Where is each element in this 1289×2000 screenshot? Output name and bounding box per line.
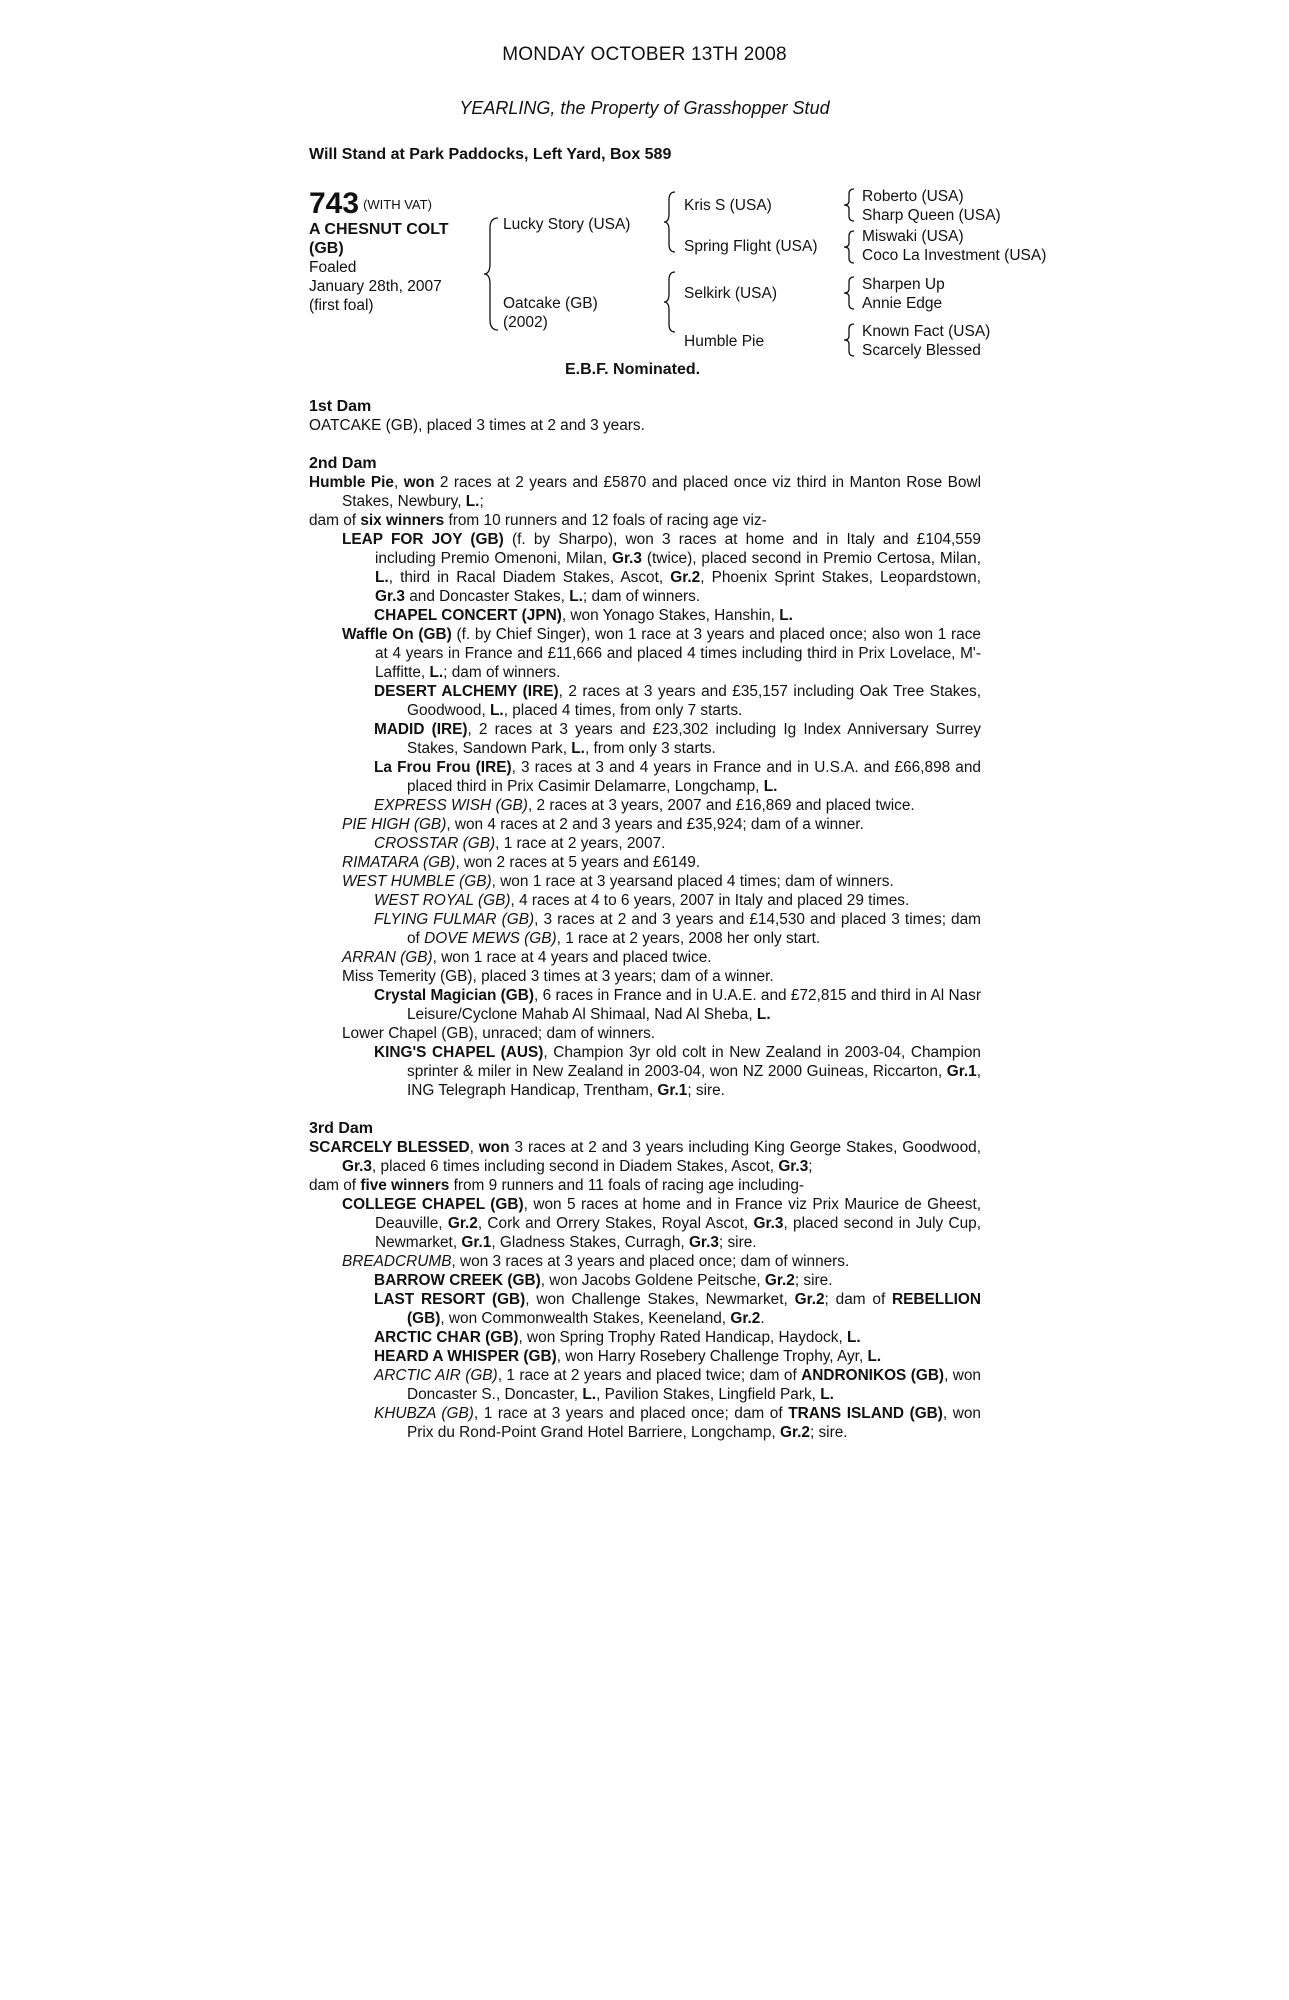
entry-text: ARRAN (GB) [342,949,433,966]
dam-entry [309,1328,981,1347]
entry-text: , Cork and Orrery Stakes, Royal Ascot, [477,1215,754,1232]
dam-entry [309,1347,981,1366]
pedigree-sds: Miswaki (USA) [862,228,964,245]
entry-text: 2 races at 2 years and £5870 and placed once viz third in Manton Rose Bowl Stakes, Newbury, [342,474,981,510]
entry-text: Gr.2 [779,1424,810,1441]
pedigree-brace-sd [842,229,856,265]
pedigree-sdd: Coco La Investment (USA) [862,247,1047,264]
entry-text: , ING Telegraph Handicap, Trentham, [407,1063,981,1099]
entry-text: , Phoenix Sprint Stakes, Leopardstown, [700,569,981,586]
entry-text: , placed second in July Cup, Newmarket, [375,1215,982,1251]
entry-text: , won Commonwealth Stakes, Keeneland, [440,1310,731,1327]
second-dam-entries [309,473,981,1100]
entry-text: Gr.2 [447,1215,478,1232]
lot-description: A CHESNUT COLT [309,221,449,238]
entry-text: ; sire. [809,1424,848,1441]
first-foal-note: (first foal) [309,297,374,314]
entry-text: Lower Chapel (GB), unraced; dam of winners. [342,1025,656,1042]
entry-text: SCARCELY BLESSED [309,1139,470,1156]
entry-text: , Gladness Stakes, Curragh, [491,1234,689,1251]
dam-entry [309,606,981,625]
entry-text: ; [479,493,484,510]
entry-text: L. [375,569,389,586]
pedigree-brace-sire [662,190,678,254]
entry-text: Waffle On (GB) [342,626,452,643]
lot-info [309,188,489,315]
entry-text: , won 2 races at 5 years and £6149. [455,854,701,871]
dam-entry [309,1195,981,1252]
entry-text: , won Harry Rosebery Challenge Trophy, Ayr, [556,1348,868,1365]
entry-text: Gr.3 [375,588,405,605]
entry-text: , 2 races at 3 years, 2007 and £16,869 and placed twice. [527,797,915,814]
entry-text: DESERT ALCHEMY (IRE) [374,683,559,700]
entry-text: EXPRESS WISH (GB) [374,797,528,814]
entry-text: L. [582,1386,597,1403]
entry-text: ARCTIC AIR (GB) [374,1367,498,1384]
entry-text: WEST ROYAL (GB) [374,892,511,909]
entry-text: DOVE MEWS (GB) [424,930,557,947]
dam-entry [309,815,981,834]
pedigree-notes [309,397,981,1442]
pedigree-ddd: Scarcely Blessed [862,342,981,359]
ebf-nominated: E.B.F. Nominated. [565,361,701,378]
entry-text: , 2 races at 3 years and £35,157 including Oak Tree Stakes, Goodwood, [407,683,982,719]
entry-text: L. [490,702,504,719]
entry-text: , 1 race at 2 years, 2007. [495,835,666,852]
entry-text: Gr.2 [670,569,701,586]
entry-text: (twice), placed second in Premio Certosa, Milan, [641,550,981,567]
dam-entry [309,1252,981,1271]
entry-text: Gr.3 [342,1158,372,1175]
pedigree-brace-dam [662,270,678,334]
entry-text: ARCTIC CHAR (GB) [374,1329,519,1346]
dam-entry [309,530,981,606]
entry-text: , won Prix du Rond-Point Grand Hotel Barriere, Longchamp, [407,1405,981,1441]
entry-text: L. [867,1348,882,1365]
entry-text: TRANS ISLAND (GB) [788,1405,943,1422]
entry-text: Gr.3 [688,1234,719,1251]
entry-text: RIMATARA (GB) [342,854,456,871]
entry-text: (f. by Sharpo), won 3 races at home and in Italy and £104,559 including Premio Omenoni, Milan, [375,531,981,567]
entry-text: ; [808,1158,813,1175]
entry-text: Miss Temerity (GB), placed 3 times at 3 years; dam of a winner. [342,968,774,985]
entry-text: , 2 races at 3 years and £23,302 including Ig Index Anniversary Surrey Stakes, Sandown Park, [407,721,981,757]
entry-text: ; sire. [718,1234,757,1251]
entry-text: CROSSTAR (GB) [374,835,496,852]
first-dam-heading: 1st Dam [309,398,372,415]
entry-text: CHAPEL CONCERT (JPN) [374,607,562,624]
dam-entry [309,1271,981,1290]
dam-entry [309,758,981,796]
pedigree-brace-ss [842,187,856,223]
first-dam-text: OATCAKE (GB), placed 3 times at 2 and 3 years. [309,417,645,434]
entry-text: , Champion 3yr old colt in New Zealand in 2003-04, Champion sprinter & miler in New Zealand in 2003-04, won NZ 2000 Guineas, Riccarton, [407,1044,981,1080]
entry-text: , 1 race at 3 years and placed once; dam of [473,1405,789,1422]
entry-text: PIE HIGH (GB) [342,816,447,833]
entry-text: Gr.3 [753,1215,784,1232]
dam-entry [309,720,981,758]
dam-entry [309,948,981,967]
entry-text: , 3 races at 3 and 4 years in France and in U.S.A. and £66,898 and placed third in Prix Casimir Delamarre, Longchamp, [407,759,981,795]
entry-text: won [478,1139,510,1156]
entry-text: Gr.3 [778,1158,809,1175]
entry-text: , won 1 race at 4 years and placed twice. [432,949,712,966]
entry-text: , won 4 races at 2 and 3 years and £35,924; dam of a winner. [446,816,864,833]
pedigree-brace-main [482,216,502,332]
entry-text: , 1 race at 2 years, 2008 her only start. [556,930,821,947]
dam-entry [309,1024,981,1043]
pedigree-sss: Roberto (USA) [862,188,964,205]
entry-text: , third in Racal Diadem Stakes, Ascot, [388,569,671,586]
dam-entry [309,1404,981,1442]
property-line: YEARLING, the Property of Grasshopper Stud [459,98,830,118]
entry-text: , 6 races in France and in U.A.E. and £72,815 and third in Al Nasr Leisure/Cyclone Mahab Al Shimaal, Nad Al Sheba, [407,987,981,1023]
dam-entry [309,625,981,682]
entry-text: BREADCRUMB [342,1253,452,1270]
entry-text: BARROW CREEK (GB) [374,1272,541,1289]
pedigree-sire: Lucky Story (USA) [503,216,631,233]
dam-entry [309,967,981,986]
dam-entry [309,473,981,511]
dam-entry [309,1176,981,1195]
pedigree-dsd: Annie Edge [862,295,943,312]
pedigree-dam-dam: Humble Pie [684,333,765,350]
pedigree-dss: Sharpen Up [862,276,945,293]
pedigree-brace-ds [842,275,856,311]
pedigree-brace-dd [842,322,856,358]
entry-text: L. [847,1329,861,1346]
entry-text: , [393,474,404,491]
entry-text: Gr.1 [461,1234,492,1251]
entry-text: ; sire. [794,1272,833,1289]
foaled-label: Foaled [309,259,357,276]
third-dam-entries [309,1138,981,1442]
entry-text: from 10 runners and 12 foals of racing age viz- [444,512,767,529]
pedigree-dam: Oatcake (GB) [503,295,598,312]
dam-entry [309,1043,981,1100]
entry-text: L. [571,740,585,757]
entry-text: Humble Pie [309,474,394,491]
sale-date: MONDAY OCTOBER 13TH 2008 [502,44,787,65]
entry-text: KHUBZA (GB) [374,1405,474,1422]
entry-text: La Frou Frou (IRE) [374,759,512,776]
entry-text: ; dam of [824,1291,893,1308]
lot-vat: (WITH VAT) [363,197,432,212]
pedigree-dam-year: (2002) [503,314,548,331]
entry-text: , [469,1139,479,1156]
entry-text: LAST RESORT (GB) [374,1291,526,1308]
entry-text: COLLEGE CHAPEL (GB) [342,1196,524,1213]
entry-text: KING'S CHAPEL (AUS) [374,1044,544,1061]
entry-text: HEARD A WHISPER (GB) [374,1348,557,1365]
entry-text: L. [569,588,583,605]
dam-entry [309,891,981,910]
entry-text: won [403,474,435,491]
dam-entry [309,511,981,530]
dam-entry [309,853,981,872]
entry-text: Gr.2 [764,1272,795,1289]
entry-text: , 1 race at 2 years and placed twice; dam of [497,1367,802,1384]
entry-text: , won 3 races at 3 years and placed once; dam of winners. [451,1253,850,1270]
entry-text: , won 1 race at 3 yearsand placed 4 times; dam of winners. [491,873,894,890]
dam-entry [309,834,981,853]
entry-text: , 4 races at 4 to 6 years, 2007 in Italy and placed 29 times. [510,892,910,909]
entry-text: WEST HUMBLE (GB) [342,873,492,890]
entry-text: LEAP FOR JOY (GB) [342,531,504,548]
entry-text: dam of [309,1177,361,1194]
dam-entry [309,796,981,815]
third-dam-heading: 3rd Dam [309,1120,374,1137]
entry-text: six winners [360,512,445,529]
entry-text: , from only 3 starts. [584,740,716,757]
entry-text: L. [779,607,793,624]
dam-entry [309,1366,981,1404]
dam-entry [309,1138,981,1176]
entry-text: ; dam of winners. [443,664,561,681]
entry-text: L. [465,493,480,510]
entry-text: five winners [360,1177,450,1194]
lot-description-country: (GB) [309,240,344,257]
entry-text: , won Yonago Stakes, Hanshin, [561,607,780,624]
entry-text: . [760,1310,765,1327]
entry-text: (f. by Chief Singer), won 1 race at 3 years and placed once; also won 1 race at 4 years in France and £11,666 and placed 4 times including third in Prix Lovelace, M'-Laffitte, [375,626,981,681]
entry-text: , won Jacobs Goldene Peitsche, [540,1272,765,1289]
dam-entry [309,986,981,1024]
entry-text: from 9 runners and 11 foals of racing age including- [449,1177,805,1194]
pedigree-dam-sire: Selkirk (USA) [684,285,778,302]
dam-entry [309,910,981,948]
second-dam-heading: 2nd Dam [309,455,377,472]
dam-entry [309,1290,981,1328]
pedigree-sire-dam: Spring Flight (USA) [684,238,818,255]
entry-text: 3 races at 2 and 3 years including King George Stakes, Goodwood, [509,1139,981,1156]
entry-text: MADID (IRE) [374,721,468,738]
entry-text: Gr.3 [612,550,642,567]
entry-text: , 3 races at 2 and 3 years and £14,530 and placed 3 times; dam of [407,911,981,947]
entry-text: L. [756,1006,771,1023]
stand-location: Will Stand at Park Paddocks, Left Yard, Box 589 [309,146,672,163]
entry-text: dam of [309,512,361,529]
pedigree-dds: Known Fact (USA) [862,323,991,340]
entry-text: Gr.1 [657,1082,688,1099]
pedigree-ssd: Sharp Queen (USA) [862,207,1001,224]
entry-text: ANDRONIKOS (GB) [801,1367,945,1384]
entry-text: ; sire. [687,1082,725,1099]
entry-text: and Doncaster Stakes, [404,588,570,605]
entry-text: FLYING FULMAR (GB) [374,911,535,928]
entry-text: L. [429,664,444,681]
entry-text: Gr.2 [730,1310,761,1327]
entry-text: , won 5 races at home and in France viz Prix Maurice de Gheest, Deauville, [375,1196,981,1232]
entry-text: , won Spring Trophy Rated Handicap, Haydock, [518,1329,847,1346]
lot-number: 743 [309,187,360,220]
dam-entry [309,872,981,891]
entry-text: Gr.2 [794,1291,825,1308]
entry-text: , placed 4 times, from only 7 starts. [503,702,743,719]
entry-text: ; dam of winners. [582,588,701,605]
entry-text: , Pavilion Stakes, Lingfield Park, [596,1386,821,1403]
foaled-date: January 28th, 2007 [309,278,442,295]
entry-text: , won Challenge Stakes, Newmarket, [525,1291,795,1308]
entry-text: Crystal Magician (GB) [374,987,534,1004]
entry-text: L. [763,778,778,795]
entry-text: REBELLION (GB) [407,1291,981,1327]
pedigree-sire-sire: Kris S (USA) [684,197,772,214]
entry-text: , placed 6 times including second in Diadem Stakes, Ascot, [371,1158,779,1175]
entry-text: L. [820,1386,834,1403]
entry-text: Gr.1 [946,1063,977,1080]
entry-text: , won Doncaster S., Doncaster, [407,1367,981,1403]
dam-entry [309,682,981,720]
